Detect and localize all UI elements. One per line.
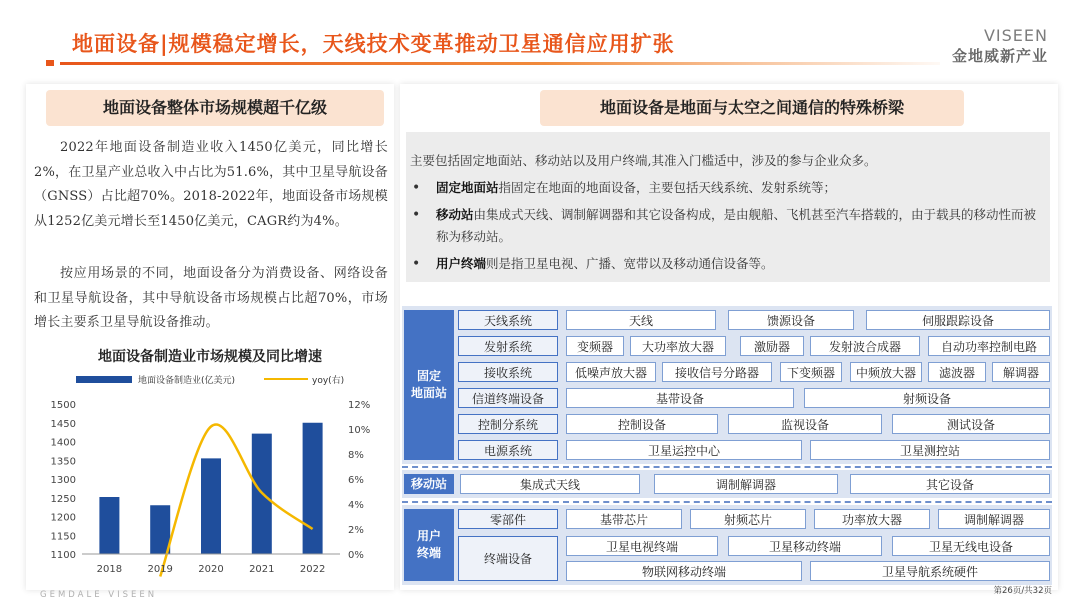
item-control-equipment: 控制设备 (566, 414, 718, 434)
item-rf-chip: 射频芯片 (690, 509, 806, 529)
intro-sentence: 主要包括固定地面站、移动站以及用户终端,其准入门槛适中，涉及的参与企业众多。 (410, 153, 877, 168)
y-left-tick-label: 1350 (50, 456, 76, 468)
item-signal-splitter: 接收信号分路器 (662, 362, 772, 382)
item-feed-equipment: 馈源设备 (728, 310, 854, 330)
legend-bar-swatch (76, 376, 132, 383)
item-iot-mobile-terminal: 物联网移动终端 (566, 561, 802, 581)
bar-2020 (201, 458, 221, 554)
item-satellite-tv-terminal: 卫星电视终端 (566, 536, 718, 556)
logo-en: VISEEN (983, 26, 1048, 45)
right-panel (400, 84, 1058, 590)
company-logo (952, 26, 1048, 66)
y-left-tick-label: 1250 (50, 493, 76, 505)
y-right-tick-label: 0% (348, 550, 364, 561)
item-baseband-equipment: 基带设备 (566, 388, 794, 408)
item-high-power-amplifier: 大功率放大器 (630, 336, 726, 356)
item-auto-power-control: 自动功率控制电路 (928, 336, 1050, 356)
bar-2022 (303, 423, 323, 554)
y-right-tick-label: 8% (348, 450, 364, 461)
bullet-mobile-station: • 移动站由集成式天线、调制解调器和其它设备构成，是由舰船、飞机甚至汽车搭载的，由于载具的移动性而被称为移动站。 (410, 204, 1048, 248)
item-frequency-converter: 变频器 (566, 336, 624, 356)
left-heading: 地面设备整体市场规模超千亿级 (46, 90, 384, 126)
item-navigation-hardware: 卫星导航系统硬件 (810, 561, 1050, 581)
category-receive-system: 接收系统 (458, 362, 558, 382)
group-mobile-station: 移动站 (404, 474, 454, 494)
y-left-tick-label: 1300 (50, 475, 76, 486)
group-fixed-station: 固定 地面站 (404, 310, 454, 460)
y-right-tick-label: 12% (348, 400, 371, 411)
y-left-tick-label: 1500 (50, 400, 76, 411)
page-number: 第26页/共32页 (993, 586, 1052, 596)
bullet-user-terminal: • 用户终端则是指卫星电视、广播、宽带以及移动通信设备等。 (410, 253, 1048, 275)
bar-2018 (99, 497, 119, 554)
item-low-noise-amplifier: 低噪声放大器 (566, 362, 656, 382)
x-tick-label: 2018 (96, 564, 123, 575)
page-title: 地面设备|规模稳定增长，天线技术变革推动卫星通信应用扩张 (72, 32, 675, 56)
intro-text (410, 150, 1048, 275)
y-right-tick-label: 2% (348, 525, 364, 536)
item-test-equipment: 测试设备 (892, 414, 1050, 434)
item-satellite-tt-c-station: 卫星测控站 (810, 440, 1050, 460)
item-downconverter: 下变频器 (780, 362, 842, 382)
bar-2019 (150, 505, 170, 554)
chart-title: 地面设备制造业市场规模及同比增速 (98, 349, 322, 365)
legend-line-label: yoy(右) (312, 376, 345, 386)
item-modem: 调制解调器 (654, 474, 838, 494)
market-size-chart (26, 368, 394, 588)
category-components: 零部件 (458, 509, 558, 529)
equipment-diagram (400, 306, 1058, 590)
category-channel-terminal: 信道终端设备 (458, 388, 558, 408)
title-accent-square (46, 60, 54, 66)
y-left-tick-label: 1150 (50, 531, 76, 543)
x-tick-label: 2020 (198, 564, 224, 575)
item-baseband-chip: 基带芯片 (566, 509, 682, 529)
item-servo-tracking: 伺服跟踪设备 (866, 310, 1050, 330)
item-filter: 滤波器 (928, 362, 986, 382)
title-underline (60, 62, 940, 65)
logo-cn: 金地威新产业 (951, 47, 1048, 65)
x-tick-label: 2022 (299, 564, 326, 575)
item-demodulator: 解调器 (992, 362, 1050, 382)
y-right-tick-label: 6% (348, 475, 364, 486)
x-tick-label: 2021 (249, 564, 275, 575)
category-power-system: 电源系统 (458, 440, 558, 460)
item-antenna: 天线 (566, 310, 716, 330)
y-left-tick-label: 1100 (50, 550, 76, 561)
intro-box (406, 132, 1050, 282)
y-right-tick-label: 10% (348, 425, 371, 436)
category-terminal-devices: 终端设备 (458, 536, 558, 581)
item-satellite-radio: 卫星无线电设备 (892, 536, 1050, 556)
footer-brand: GEMDALE VISEEN (40, 590, 158, 600)
item-if-amplifier: 中频放大器 (850, 362, 922, 382)
y-right-tick-label: 4% (348, 500, 364, 511)
item-terminal-modem: 调制解调器 (938, 509, 1050, 529)
item-other-equipment: 其它设备 (850, 474, 1050, 494)
y-left-tick-label: 1200 (50, 512, 76, 524)
item-power-amplifier: 功率放大器 (814, 509, 930, 529)
right-heading: 地面设备是地面与太空之间通信的特殊桥梁 (540, 90, 964, 126)
legend-bar-label: 地面设备制造业(亿美元) (138, 376, 236, 386)
category-antenna-system: 天线系统 (458, 310, 558, 330)
divider-2 (402, 501, 1052, 503)
item-monitor-equipment: 监视设备 (728, 414, 882, 434)
item-rf-equipment: 射频设备 (804, 388, 1050, 408)
group-user-terminal: 用户 终端 (404, 509, 454, 581)
item-satellite-ops-center: 卫星运控中心 (566, 440, 802, 460)
item-wave-combiner: 发射波合成器 (810, 336, 920, 356)
category-control-subsystem: 控制分系统 (458, 414, 558, 434)
item-integrated-antenna: 集成式天线 (460, 474, 640, 494)
application-paragraph: 按应用场景的不同，地面设备分为消费设备、网络设备和卫星导航设备，其中导航设备市场规模占比超70%，市场增长主要系卫星导航设备推动。 (34, 266, 388, 330)
category-transmit-system: 发射系统 (458, 336, 558, 356)
y-left-tick-label: 1450 (50, 418, 76, 430)
market-size-paragraph: 2022年地面设备制造业收入1450亿美元，同比增长2%，在卫星产业总收入中占比为51.6%，其中卫星导航设备（GNSS）占比超70%。2018-2022年，地面设备市场规模从1252亿美元增长至1450亿美元，CAGR约为4%。 (34, 140, 388, 229)
item-exciter: 激励器 (740, 336, 804, 356)
item-satellite-mobile-terminal: 卫星移动终端 (728, 536, 882, 556)
bullet-fixed-station: • 固定地面站指固定在地面的地面设备，主要包括天线系统、发射系统等； (410, 177, 1048, 199)
divider-1 (402, 466, 1052, 468)
left-panel (26, 84, 394, 590)
x-tick-label: 2019 (147, 564, 173, 575)
y-left-tick-label: 1400 (50, 437, 76, 449)
